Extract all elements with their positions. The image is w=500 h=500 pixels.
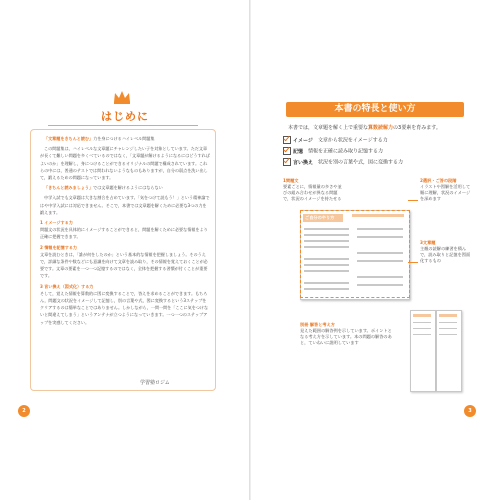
check-icon bbox=[283, 136, 291, 144]
paragraph-text: では文章題を解けるようにはならない bbox=[93, 185, 163, 191]
page-title: はじめに bbox=[101, 110, 149, 123]
callout-number: 1 bbox=[283, 178, 286, 183]
paragraph-text: この問題集は，ハイレベルな文章題にチャレンジしたい子を対象としています。ただ文章が長くて難しい問題を多くべているのではなく，「文章題が解けるようになるにはどうすればよいのか」を理解し，身につけることができるオリジナルの問題で構成されています。これらの中には，普通のテストでは問われないようなものもありますが，自分の弱点を洗い出して，鍛えるための問題になっています。 bbox=[40, 146, 210, 181]
callout-connector bbox=[408, 200, 418, 201]
callout-text: 主観の読解の練習を積んで，読み取りと記憶を図面化するもの bbox=[420, 246, 471, 263]
booklet-line bbox=[413, 328, 431, 329]
intro-text: 本書では，文章題を解く上で重要な bbox=[288, 125, 369, 131]
spread-highlight bbox=[300, 210, 410, 298]
callout-number: 2 bbox=[420, 178, 423, 183]
highlight-text: 「文章題をきちんと読む」 bbox=[44, 136, 94, 141]
callout-title: 別冊 解答と考え方 bbox=[300, 322, 335, 327]
paragraph-text: 文章を読むときは，「誰が何をしたのか」という基本的な情報を把握しましょう。そのうえで，詳細な条件や数などにも意識を向けて文章を読み取り，その情報を覚えておくことが必要です。文章の要素を一つ一つ記憶するのではなく，全体を把握する習慣が付くことが重要です。 bbox=[40, 251, 208, 279]
booklet-line bbox=[413, 334, 431, 335]
booklet-header bbox=[439, 314, 457, 317]
subheading: 2 情報を記憶する力 bbox=[40, 244, 78, 250]
check-icon bbox=[283, 158, 291, 166]
callout-number: 3 bbox=[420, 240, 423, 245]
subheading: 3 言い換え（図式化）する力 bbox=[40, 283, 94, 289]
intro-paragraph bbox=[40, 145, 210, 181]
feature-desc: 情報を正確に読み取り記憶する力 bbox=[308, 148, 384, 155]
callout-title: 問題文 bbox=[285, 178, 299, 183]
section-intro bbox=[288, 124, 468, 131]
intro-paragraph bbox=[40, 283, 210, 326]
paragraph-text: 力を身につけるハイレベル問題集 bbox=[93, 136, 155, 141]
booklet-line bbox=[439, 328, 457, 329]
feature-tag: 記憶 bbox=[293, 148, 304, 155]
subheading: 1 イメージする力 bbox=[40, 220, 73, 226]
feature-tag: イメージ bbox=[293, 137, 313, 144]
paragraph-text: 問題文の状況を具体的にイメージすることができると，問題を解くために必要な情報をより正確に把握できます。 bbox=[40, 227, 208, 240]
intro-text bbox=[40, 135, 210, 329]
intro-paragraph bbox=[40, 219, 210, 241]
check-icon bbox=[283, 147, 291, 155]
intro-paragraph bbox=[40, 244, 210, 280]
page-number-left: 2 bbox=[18, 405, 30, 417]
callout-text: 要素ごとに，情報量の多さや並びの組み合わせが異なる問題で，状況のイメージを持たせる bbox=[283, 184, 342, 201]
paragraph-text: そして，覚えた情報を算数的に図に変換することで，答えを求めることができます。もちろん，問題文の状況をイメージして記憶し，別の言葉や式，図に変換するという3ステップをクリアするのは簡単なことではありません。しかしながら，一問一問を「ここに気をつけないと間違えてしまう」というアンテナが立つようになっていきます。一つ一つのステップアップを実感してください。 bbox=[40, 290, 209, 325]
callout-connector bbox=[408, 262, 418, 263]
feature-tag: 言い換え bbox=[293, 159, 314, 166]
callout-title: 文章題 bbox=[422, 240, 436, 245]
feature-item bbox=[283, 136, 468, 145]
intro-paragraph bbox=[40, 184, 210, 191]
booklet-line bbox=[439, 322, 457, 323]
intro-paragraph bbox=[40, 135, 210, 142]
callout-title: 選択・ご答の段階 bbox=[422, 178, 457, 183]
booklet-header bbox=[413, 314, 431, 317]
page-number-right: 3 bbox=[464, 405, 476, 417]
book-gutter bbox=[249, 0, 251, 500]
callout-text: 見えた範囲の解答例を示しています。ポイントとなる考え方を示しています。本の問題の解答のあと，ていねいに説明しています bbox=[300, 328, 392, 345]
crown-icon bbox=[113, 90, 131, 104]
feature-desc: 文章から状況をイメージする力 bbox=[317, 137, 388, 144]
feature-item bbox=[283, 158, 468, 167]
callout-choice bbox=[420, 178, 472, 202]
booklet-line bbox=[413, 322, 431, 323]
feature-item bbox=[283, 147, 468, 156]
paragraph-text: 中学入試でも文章題は大きな割合を占めています。「気をつけて読もう！」という精神論ではや中学入試には対応できません。そこで，本書では文章題を解くために必要な3つの力を鍛えます。 bbox=[40, 195, 210, 215]
highlight-text: 算数読解力 bbox=[368, 125, 394, 131]
title-divider bbox=[48, 125, 198, 126]
intro-paragraph bbox=[40, 194, 210, 216]
callout-problem bbox=[283, 178, 343, 202]
callout-text: イラストや図解を活用して順に理解，状況のイメージを深めます bbox=[420, 184, 471, 201]
intro-text: の3要素を育みます。 bbox=[393, 125, 441, 131]
booklet-line bbox=[439, 334, 457, 335]
callout-text-problem bbox=[420, 240, 472, 264]
feature-desc: 状況を別の言葉や式，図に変換する力 bbox=[318, 159, 404, 166]
highlight-text: 「きちんと読みましょう」 bbox=[44, 185, 94, 191]
callout-answers bbox=[300, 322, 395, 346]
section-banner: 本書の特長と使い方 bbox=[286, 102, 464, 117]
signature: 学習塾ロジム bbox=[140, 380, 170, 386]
spread-heading: ご自分のやり方 bbox=[305, 215, 335, 220]
